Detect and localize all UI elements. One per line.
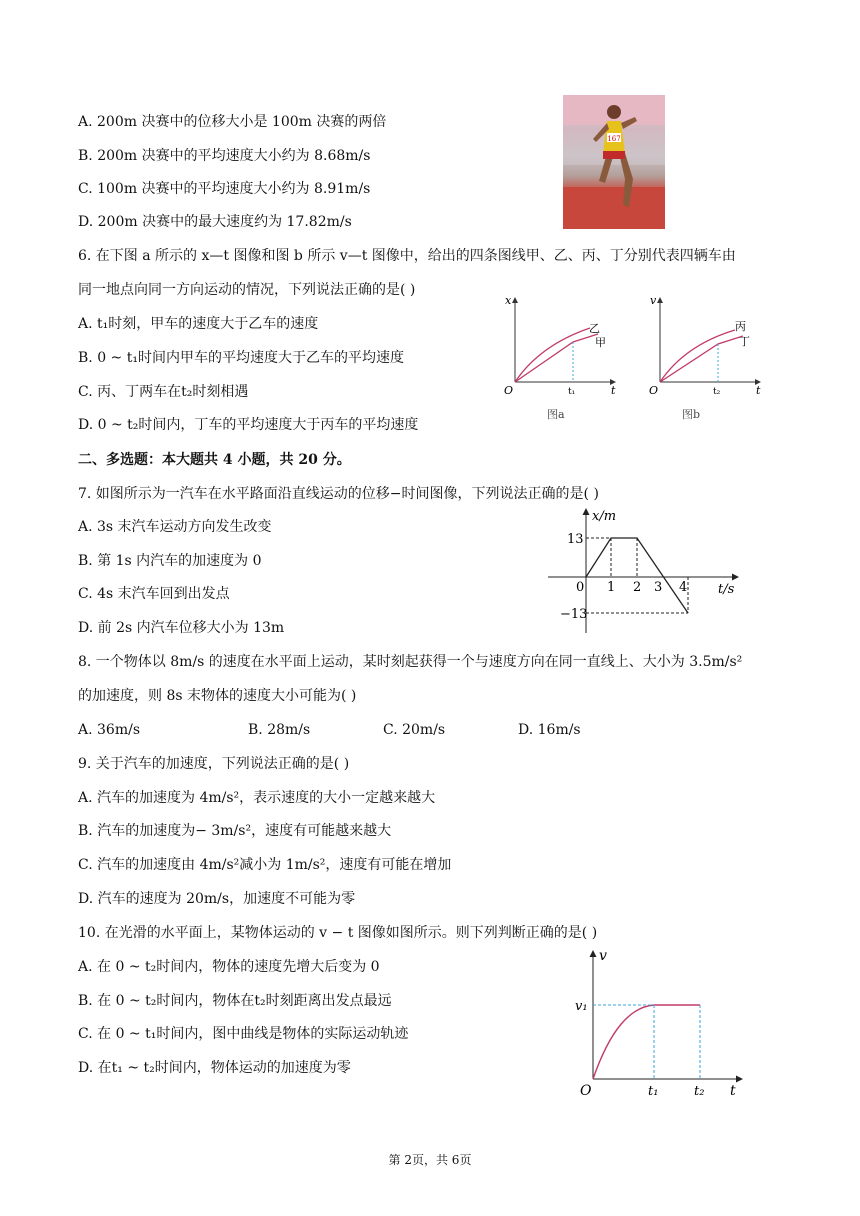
- q9-option-d: D. 汽车的速度为 20m/s，加速度不可能为零: [78, 891, 356, 907]
- q8-option-b: B. 28m/s: [248, 722, 311, 738]
- runner-photo: [563, 95, 665, 229]
- q7-xtick-4: 4: [679, 580, 688, 595]
- q7-origin: 0: [576, 580, 585, 595]
- fig-b-tick-t2: t₂: [713, 387, 721, 397]
- q5-option-b: B. 200m 决赛中的平均速度大小约为 8.68m/s: [78, 148, 371, 164]
- q7-xtick-2: 2: [633, 580, 642, 595]
- q10-xlabel: t: [730, 1083, 736, 1099]
- q7-ylabel: x/m: [592, 509, 617, 524]
- section-heading-multiple-choice: 二、多选题：本大题共 4 小题，共 20 分。: [78, 452, 351, 468]
- q7-xt-graph: [540, 503, 760, 638]
- q6-option-d: D. 0 ~ t₂时间内，丁车的平均速度大于丙车的平均速度: [78, 417, 419, 433]
- fig-b-caption: 图b: [682, 408, 701, 421]
- fig-a-origin: O: [504, 384, 514, 397]
- fig-b-origin: O: [649, 384, 659, 397]
- figure-b-vt-graph: [640, 290, 770, 425]
- q9-option-c: C. 汽车的加速度由 4m/s²减小为 1m/s²，速度有可能在增加: [78, 857, 452, 873]
- fig-a-ylabel: x: [505, 294, 512, 307]
- curve-jia: [515, 334, 598, 382]
- q10-option-c: C. 在 0 ~ t₁时间内，图中曲线是物体的实际运动轨迹: [78, 1026, 409, 1042]
- q10-vt-graph: [570, 945, 750, 1100]
- q7-ytick-13: 13: [567, 532, 584, 547]
- q5-option-c: C. 100m 决赛中的平均速度大小约为 8.91m/s: [78, 181, 371, 197]
- fig-b-label-bing: 丙: [735, 320, 746, 333]
- q10-stem: 10. 在光滑的水平面上，某物体运动的 v − t 图像如图所示。则下列判断正确的是( ): [78, 925, 598, 941]
- fig-a-xlabel: t: [611, 384, 616, 397]
- q5-option-a: A. 200m 决赛中的位移大小是 100m 决赛的两倍: [78, 114, 387, 130]
- fig-a-label-jia: 甲: [595, 336, 606, 349]
- q9-option-a: A. 汽车的加速度为 4m/s²，表示速度的大小一定越来越大: [78, 790, 436, 806]
- q10-option-b: B. 在 0 ~ t₂时间内，物体在t₂时刻距离出发点最远: [78, 993, 392, 1009]
- q8-option-d: D. 16m/s: [518, 722, 581, 738]
- fig-a-caption: 图a: [547, 408, 565, 421]
- fig-b-ylabel: v: [650, 294, 657, 307]
- q7-ytick-neg13: −13: [560, 607, 588, 622]
- q6-option-a: A. t₁时刻，甲车的速度大于乙车的速度: [78, 316, 319, 332]
- fig-a-label-yi: 乙: [589, 322, 600, 335]
- q10-velocity-curve: [593, 1005, 700, 1079]
- q8-stem-line1: 8. 一个物体以 8m/s 的速度在水平面上运动，某时刻起获得一个与速度方向在同一直线上、大小为 3.5m/s²: [78, 654, 743, 670]
- q7-option-a: A. 3s 末汽车运动方向发生改变: [78, 519, 272, 535]
- q9-stem: 9. 关于汽车的加速度，下列说法正确的是( ): [78, 756, 350, 772]
- q10-xtick-t2: t₂: [694, 1084, 705, 1099]
- q7-xtick-1: 1: [607, 580, 616, 595]
- q5-option-d: D. 200m 决赛中的最大速度约为 17.82m/s: [78, 214, 352, 230]
- fig-b-label-ding: 丁: [739, 335, 750, 348]
- q10-ylabel: v: [599, 948, 607, 964]
- q8-option-c: C. 20m/s: [383, 722, 446, 738]
- q7-stem: 7. 如图所示为一汽车在水平路面沿直线运动的位移−时间图像，下列说法正确的是( ): [78, 486, 599, 502]
- q8-stem-line2: 的加速度，则 8s 末物体的速度大小可能为( ): [78, 688, 357, 704]
- q7-xlabel: t/s: [718, 582, 735, 597]
- q10-ytick-v1: v₁: [575, 999, 588, 1014]
- q8-option-a: A. 36m/s: [78, 722, 141, 738]
- q6-option-b: B. 0 ~ t₁时间内甲车的平均速度大于乙车的平均速度: [78, 350, 404, 366]
- q7-xtick-3: 3: [654, 580, 663, 595]
- q9-option-b: B. 汽车的加速度为− 3m/s²，速度有可能越来越大: [78, 823, 392, 839]
- q7-option-d: D. 前 2s 内汽车位移大小为 13m: [78, 620, 285, 636]
- page-footer: 第 2页，共 6页: [388, 1153, 472, 1167]
- fig-a-tick-t1: t₁: [568, 387, 576, 397]
- curve-ding: [660, 336, 743, 382]
- fig-b-xlabel: t: [756, 384, 761, 397]
- q10-xtick-t1: t₁: [648, 1084, 659, 1099]
- q7-option-b: B. 第 1s 内汽车的加速度为 0: [78, 553, 262, 569]
- q10-option-a: A. 在 0 ~ t₂时间内，物体的速度先增大后变为 0: [78, 959, 380, 975]
- q6-stem-line2: 同一地点向同一方向运动的情况，下列说法正确的是( ): [78, 282, 416, 298]
- q10-origin: O: [580, 1083, 592, 1099]
- runner-bib-number: 167: [607, 135, 621, 143]
- q10-option-d: D. 在t₁ ~ t₂时间内，物体运动的加速度为零: [78, 1060, 351, 1076]
- figure-a-xt-graph: [495, 290, 625, 425]
- q6-stem-line1: 6. 在下图 a 所示的 x—t 图像和图 b 所示 v—t 图像中，给出的四条图线甲、乙、丙、丁分别代表四辆车由: [78, 248, 736, 264]
- q6-option-c: C. 丙、丁两车在t₂时刻相遇: [78, 384, 249, 400]
- q7-option-c: C. 4s 末汽车回到出发点: [78, 586, 230, 602]
